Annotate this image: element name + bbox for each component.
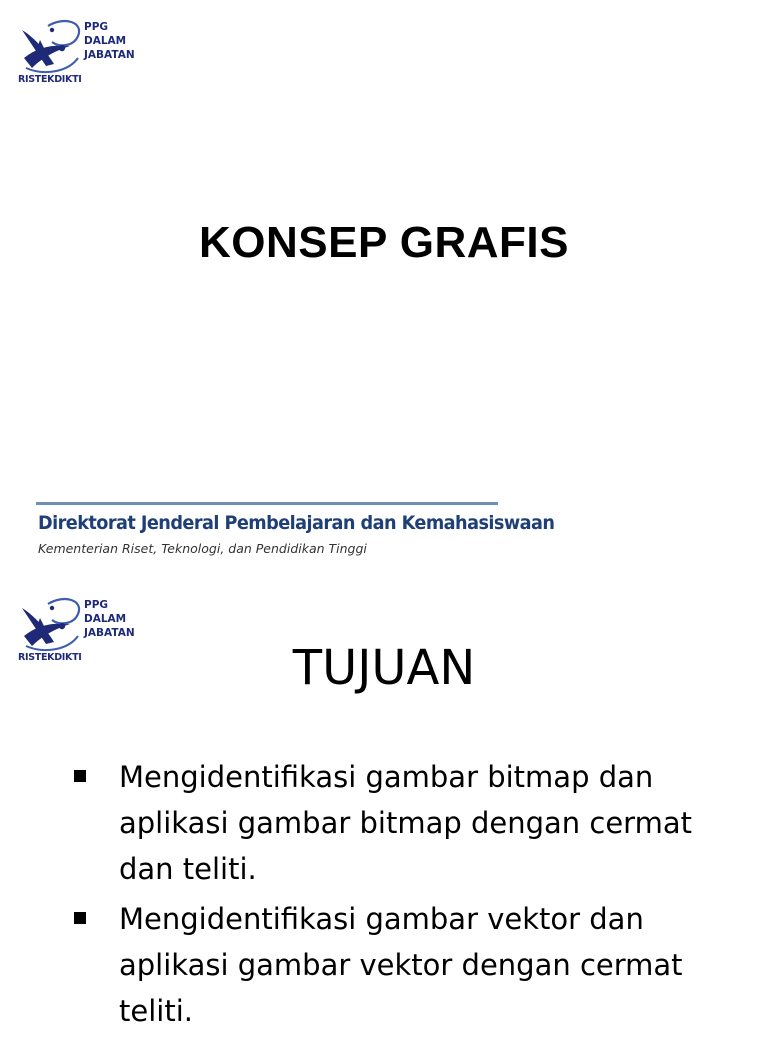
logo-text — [84, 20, 135, 62]
slide-title: KONSEP GRAFIS — [199, 218, 569, 267]
footer-organization: Direktorat Jenderal Pembelajaran dan Kemahasiswaan — [38, 512, 555, 534]
logo-line-jabatan: JABATAN — [84, 49, 135, 61]
list-item — [72, 754, 732, 892]
slide-title: TUJUAN — [292, 640, 476, 696]
logo-line-jabatan: JABATAN — [84, 627, 135, 639]
list-item — [72, 896, 732, 1034]
logo-text — [84, 598, 135, 640]
square-bullet-icon — [74, 770, 86, 782]
bullet-text: Mengidentifikasi gambar bitmap dan aplikasi gambar bitmap dengan cermat dan teliti. — [119, 760, 692, 886]
logo-line-ppg: PPG — [84, 21, 109, 33]
square-bullet-icon — [74, 912, 86, 924]
bullet-text: Mengidentifikasi gambar vektor dan aplikasi gambar vektor dengan cermat teliti. — [119, 902, 683, 1028]
footer-divider — [36, 502, 498, 505]
logo-line-dalam: DALAM — [84, 613, 127, 625]
logo-line-ppg: PPG — [84, 599, 109, 611]
footer-ministry: Kementerian Riset, Teknologi, dan Pendidikan Tinggi — [38, 541, 367, 556]
ppg-logo — [18, 18, 148, 88]
logo-brand-label: RISTEKDIKTI — [18, 652, 82, 663]
ristekdikti-emblem-icon — [18, 18, 84, 76]
logo-brand-label: RISTEKDIKTI — [18, 74, 82, 85]
slide-tujuan — [0, 576, 768, 1028]
logo-line-dalam: DALAM — [84, 35, 127, 47]
objectives-list — [72, 754, 732, 1038]
